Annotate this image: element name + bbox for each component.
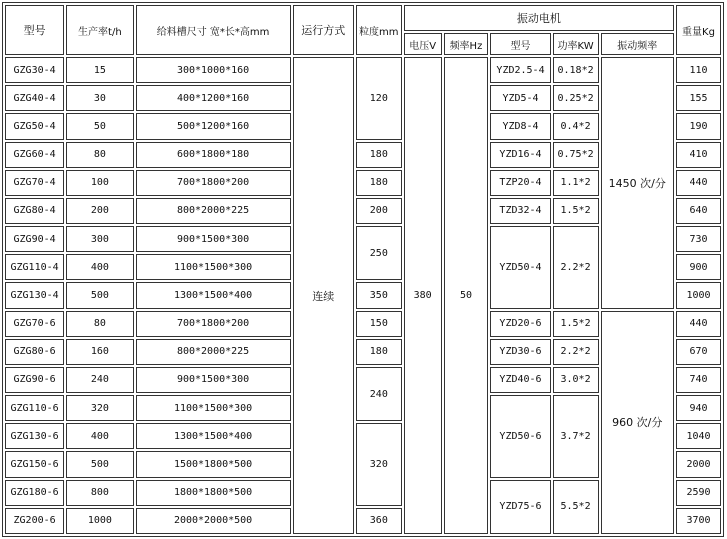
trough-cell: 1300*1500*400 [136,423,291,449]
header-frequency: 频率Hz [444,33,489,55]
capacity-cell: 400 [66,254,133,280]
granularity-cell: 360 [356,508,402,534]
granularity-cell: 240 [356,367,402,421]
weight-cell: 2000 [676,451,721,477]
power-cell: 3.7*2 [553,395,599,478]
weight-cell: 155 [676,85,721,111]
motor-model-cell: YZD50-6 [490,395,550,478]
model-cell: GZG70-6 [5,311,64,337]
power-cell: 0.25*2 [553,85,599,111]
weight-cell: 670 [676,339,721,365]
granularity-cell: 180 [356,339,402,365]
capacity-cell: 500 [66,282,133,308]
weight-cell: 110 [676,57,721,83]
header-trough-size: 给料槽尺寸 宽*长*高mm [136,5,291,55]
voltage-cell: 380 [404,57,442,534]
capacity-cell: 80 [66,142,133,168]
weight-cell: 410 [676,142,721,168]
power-cell: 1.5*2 [553,311,599,337]
header-motor-model: 型号 [490,33,550,55]
power-cell: 1.1*2 [553,170,599,196]
capacity-cell: 30 [66,85,133,111]
model-cell: GZG40-4 [5,85,64,111]
header-vibration-frequency: 振动频率 [601,33,675,55]
vibration-frequency-cell: 960 次/分 [601,311,675,534]
trough-cell: 300*1000*160 [136,57,291,83]
trough-cell: 500*1200*160 [136,113,291,139]
motor-model-cell: YZD20-6 [490,311,550,337]
model-cell: GZG110-6 [5,395,64,421]
trough-cell: 400*1200*160 [136,85,291,111]
model-cell: GZG130-4 [5,282,64,308]
model-cell: GZG90-4 [5,226,64,252]
capacity-cell: 100 [66,170,133,196]
table-row [5,311,721,337]
trough-cell: 800*2000*225 [136,339,291,365]
operation-mode-cell: 连续 [293,57,354,534]
capacity-cell: 240 [66,367,133,393]
motor-model-cell: YZD75-6 [490,480,550,534]
trough-cell: 700*1800*200 [136,311,291,337]
motor-model-cell: YZD30-6 [490,339,550,365]
model-cell: GZG80-4 [5,198,64,224]
trough-cell: 1300*1500*400 [136,282,291,308]
weight-cell: 3700 [676,508,721,534]
granularity-cell: 180 [356,142,402,168]
header-capacity: 生产率t/h [66,5,133,55]
header-weight: 重量Kg [676,5,721,55]
trough-cell: 2000*2000*500 [136,508,291,534]
granularity-cell: 350 [356,282,402,308]
trough-cell: 1100*1500*300 [136,395,291,421]
trough-cell: 1800*1800*500 [136,480,291,506]
motor-model-cell: YZD40-6 [490,367,550,393]
weight-cell: 1040 [676,423,721,449]
granularity-cell: 320 [356,423,402,506]
frequency-cell: 50 [444,57,489,534]
granularity-cell: 150 [356,311,402,337]
capacity-cell: 160 [66,339,133,365]
capacity-cell: 300 [66,226,133,252]
model-cell: GZG110-4 [5,254,64,280]
trough-cell: 800*2000*225 [136,198,291,224]
trough-cell: 1100*1500*300 [136,254,291,280]
header-operation-mode: 运行方式 [293,5,354,55]
capacity-cell: 400 [66,423,133,449]
header-vibration-motor: 振动电机 [404,5,674,31]
weight-cell: 940 [676,395,721,421]
trough-cell: 1500*1800*500 [136,451,291,477]
feeder-spec-table [2,2,724,537]
weight-cell: 740 [676,367,721,393]
trough-cell: 600*1800*180 [136,142,291,168]
table-row [5,57,721,83]
capacity-cell: 800 [66,480,133,506]
power-cell: 1.5*2 [553,198,599,224]
weight-cell: 1000 [676,282,721,308]
granularity-cell: 120 [356,57,402,140]
model-cell: GZG60-4 [5,142,64,168]
capacity-cell: 200 [66,198,133,224]
model-cell: GZG50-4 [5,113,64,139]
weight-cell: 190 [676,113,721,139]
trough-cell: 700*1800*200 [136,170,291,196]
header-model: 型号 [5,5,64,55]
model-cell: GZG80-6 [5,339,64,365]
capacity-cell: 320 [66,395,133,421]
motor-model-cell: TZP20-4 [490,170,550,196]
granularity-cell: 180 [356,170,402,196]
weight-cell: 2590 [676,480,721,506]
power-cell: 3.0*2 [553,367,599,393]
vibration-frequency-cell: 1450 次/分 [601,57,675,309]
model-cell: GZG70-4 [5,170,64,196]
header-voltage: 电压V [404,33,442,55]
weight-cell: 640 [676,198,721,224]
capacity-cell: 50 [66,113,133,139]
motor-model-cell: YZD2.5-4 [490,57,550,83]
weight-cell: 900 [676,254,721,280]
granularity-cell: 250 [356,226,402,280]
power-cell: 0.4*2 [553,113,599,139]
weight-cell: 440 [676,170,721,196]
model-cell: GZG150-6 [5,451,64,477]
weight-cell: 730 [676,226,721,252]
capacity-cell: 1000 [66,508,133,534]
granularity-cell: 200 [356,198,402,224]
model-cell: GZG180-6 [5,480,64,506]
motor-model-cell: YZD50-4 [490,226,550,309]
motor-model-cell: YZD8-4 [490,113,550,139]
power-cell: 0.18*2 [553,57,599,83]
power-cell: 5.5*2 [553,480,599,534]
trough-cell: 900*1500*300 [136,367,291,393]
model-cell: GZG130-6 [5,423,64,449]
power-cell: 2.2*2 [553,226,599,309]
weight-cell: 440 [676,311,721,337]
model-cell: ZG200-6 [5,508,64,534]
capacity-cell: 500 [66,451,133,477]
capacity-cell: 15 [66,57,133,83]
motor-model-cell: YZD16-4 [490,142,550,168]
model-cell: GZG90-6 [5,367,64,393]
capacity-cell: 80 [66,311,133,337]
header-power: 功率KW [553,33,599,55]
power-cell: 0.75*2 [553,142,599,168]
motor-model-cell: YZD5-4 [490,85,550,111]
power-cell: 2.2*2 [553,339,599,365]
motor-model-cell: TZD32-4 [490,198,550,224]
model-cell: GZG30-4 [5,57,64,83]
trough-cell: 900*1500*300 [136,226,291,252]
header-granularity: 粒度mm [356,5,402,55]
